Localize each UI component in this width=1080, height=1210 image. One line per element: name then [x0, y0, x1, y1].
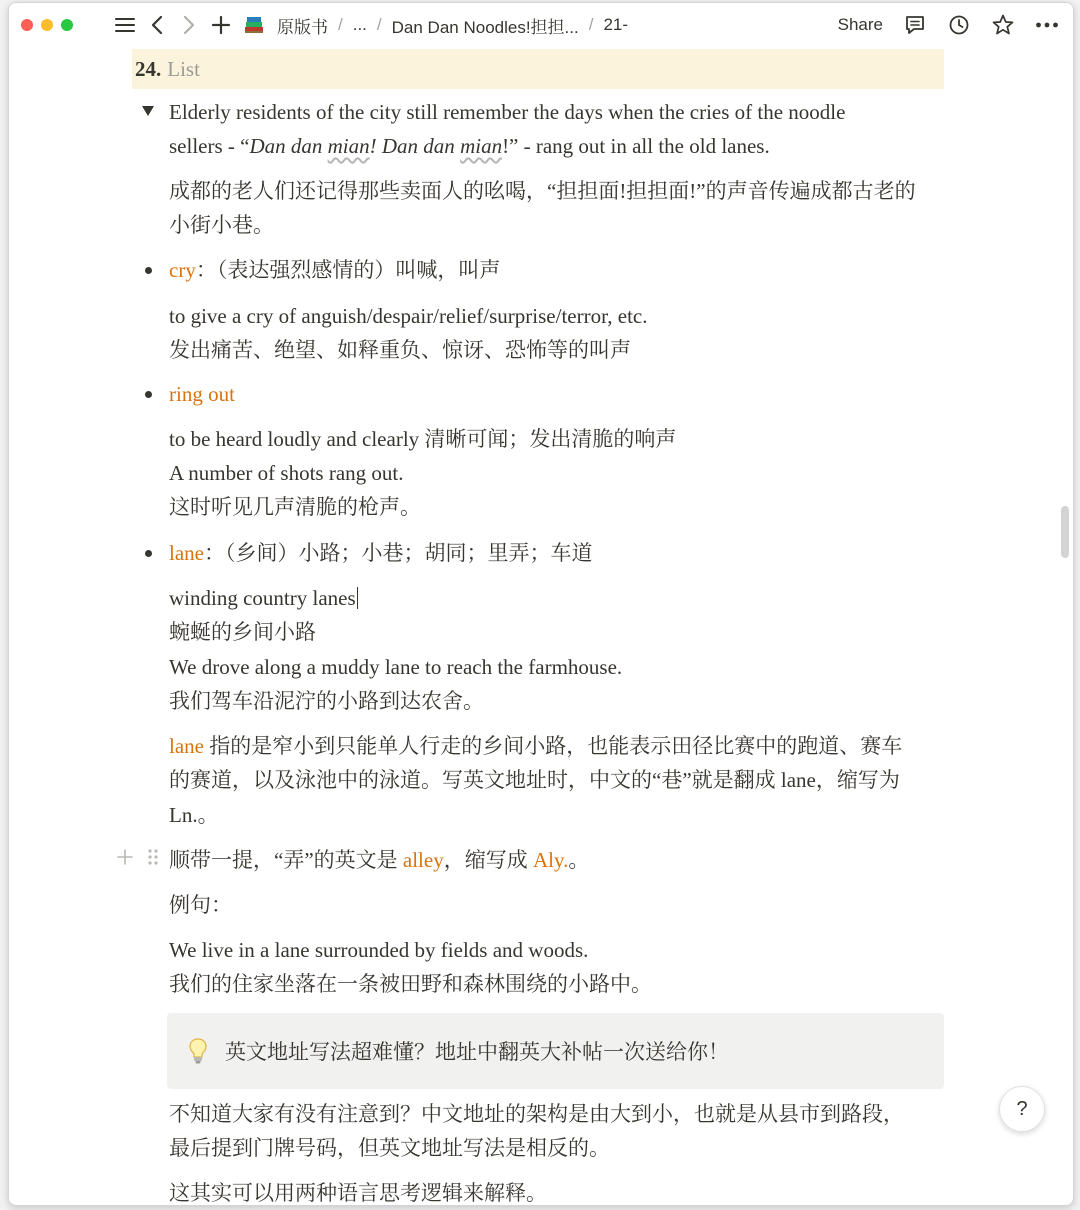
- breadcrumb-separator: /: [338, 15, 343, 34]
- drag-handle-icon[interactable]: [143, 847, 163, 867]
- scrollbar[interactable]: [1061, 506, 1069, 558]
- term-text: Aly.: [532, 848, 569, 872]
- text-run: 指的是窄小到只能单人行走的乡间小路，也能表示田径比赛中的跑道、赛车: [203, 734, 903, 758]
- new-page-icon[interactable]: [205, 9, 237, 41]
- note-line: 的赛道，以及泳池中的泳道。写英文地址时，中文的“巷”就是翻成 lane，缩写为: [169, 768, 900, 792]
- breadcrumb-separator: /: [588, 15, 594, 34]
- example-line: to be heard loudly and clearly 清晰可闻；发出清脆的响声: [169, 427, 677, 451]
- bullet-icon: [142, 264, 154, 276]
- text-run: 顺带一提，“弄”的英文是: [169, 848, 403, 872]
- example-line: A number of shots rang out.: [169, 461, 404, 485]
- text-run: !” - rang out in all the old lanes.: [502, 134, 770, 158]
- top-bar: [9, 3, 1073, 47]
- italic-text: [249, 134, 502, 158]
- breadcrumb: [243, 13, 634, 38]
- translation-line: 小街小巷。: [169, 213, 274, 237]
- heading-text: List: [167, 56, 200, 81]
- breadcrumb-item-ellipsis[interactable]: ...: [352, 15, 367, 34]
- text-run: ! Dan dan: [369, 134, 461, 158]
- term-text: alley: [402, 848, 444, 872]
- paragraph-line: 不知道大家有没有注意到？中文地址的架构是由大到小，也就是从县市到路段，: [169, 1102, 904, 1126]
- text-run: Dan dan: [249, 134, 328, 158]
- example-line: to give a cry of anguish/despair/relief/surprise/terror, etc.: [169, 304, 648, 328]
- breadcrumb-item-page[interactable]: Dan Dan Noodles!担担...: [391, 17, 579, 37]
- comments-icon[interactable]: [903, 13, 927, 37]
- example-line: 我们驾车沿泥泞的小路到达农舍。: [169, 689, 484, 713]
- toggle-triangle-icon[interactable]: [138, 101, 158, 121]
- breadcrumb-item-book[interactable]: 原版书: [277, 17, 328, 37]
- text-run: 。: [568, 848, 590, 872]
- example-line: 我们的住家坐落在一条被田野和森林围绕的小路中。: [169, 972, 652, 996]
- favorite-star-icon[interactable]: [991, 13, 1015, 37]
- term-text: lane: [169, 541, 204, 565]
- example-line: We live in a lane surrounded by fields and woods.: [169, 938, 589, 962]
- paragraph-line: 最后提到门牌号码，但英文地址写法是相反的。: [169, 1136, 610, 1160]
- list-item-lane[interactable]: [169, 536, 592, 570]
- app-window: [8, 2, 1074, 1206]
- help-button[interactable]: ?: [999, 1086, 1045, 1132]
- back-icon[interactable]: [141, 9, 173, 41]
- callout-block[interactable]: [167, 1013, 944, 1089]
- more-options-icon[interactable]: [1035, 13, 1059, 37]
- navigation: [109, 9, 634, 41]
- spellcheck-word: mian: [327, 134, 370, 158]
- close-window-button[interactable]: [21, 19, 33, 31]
- toggle-line: [169, 129, 770, 163]
- spellcheck-word: mian: [460, 134, 503, 158]
- example-line: 发出痛苦、绝望、如释重负、惊讶、恐怖等的叫声: [169, 338, 631, 362]
- zoom-window-button[interactable]: [61, 19, 73, 31]
- definition-text: ：（乡间）小路；小巷；胡同；里弄；车道: [203, 541, 593, 565]
- example-line: 这时听见几声清脆的枪声。: [169, 495, 421, 519]
- callout-text: 英文地址写法超难懂？地址中翻英大补帖一次送给你！: [225, 1040, 729, 1064]
- share-button[interactable]: Share: [837, 15, 883, 34]
- sidebar-toggle-icon[interactable]: [109, 9, 141, 41]
- page-content: [9, 47, 1073, 1206]
- breadcrumb-separator: /: [376, 15, 382, 34]
- toggle-line: Elderly residents of the city still remember the days when the cries of the noodle: [169, 100, 846, 124]
- example-line-editing[interactable]: [169, 581, 358, 615]
- heading-number: 24.: [135, 56, 162, 81]
- text-run: ，缩写成: [443, 848, 533, 872]
- forward-icon[interactable]: [173, 9, 205, 41]
- window-controls: [21, 19, 73, 31]
- list-item-ring-out[interactable]: ring out: [169, 382, 235, 406]
- term-text: cry: [169, 258, 196, 282]
- breadcrumb-item-current[interactable]: 21-: [603, 15, 629, 34]
- paragraph-line: 这其实可以用两种语言思考逻辑来解释。: [169, 1181, 547, 1205]
- definition-text: ：（表达强烈感情的）叫喊，叫声: [195, 258, 501, 282]
- text-run: winding country lanes: [169, 586, 356, 610]
- history-icon[interactable]: [947, 13, 971, 37]
- example-line: We drove along a muddy lane to reach the farmhouse.: [169, 655, 623, 679]
- note-line: [169, 729, 902, 763]
- top-bar-actions: [838, 3, 1059, 47]
- add-block-icon[interactable]: [115, 847, 135, 867]
- minimize-window-button[interactable]: [41, 19, 53, 31]
- text-run: sellers - “: [169, 134, 250, 158]
- block-handle: [115, 847, 163, 867]
- books-icon: [243, 15, 265, 35]
- text-cursor: [357, 587, 358, 609]
- alley-line[interactable]: [169, 843, 589, 877]
- highlighted-heading[interactable]: [132, 49, 944, 89]
- example-line: 蜿蜒的乡间小路: [169, 620, 316, 644]
- example-label: 例句：: [169, 893, 232, 917]
- list-item-cry[interactable]: [169, 253, 500, 287]
- note-line: Ln.。: [169, 803, 219, 827]
- bullet-icon: [142, 547, 154, 559]
- bullet-icon: [142, 388, 154, 400]
- term-text: lane: [169, 734, 204, 758]
- lightbulb-icon: [185, 1036, 211, 1066]
- translation-line: 成都的老人们还记得那些卖面人的吆喝，“担担面!担担面!”的声音传遍成都古老的: [169, 179, 916, 203]
